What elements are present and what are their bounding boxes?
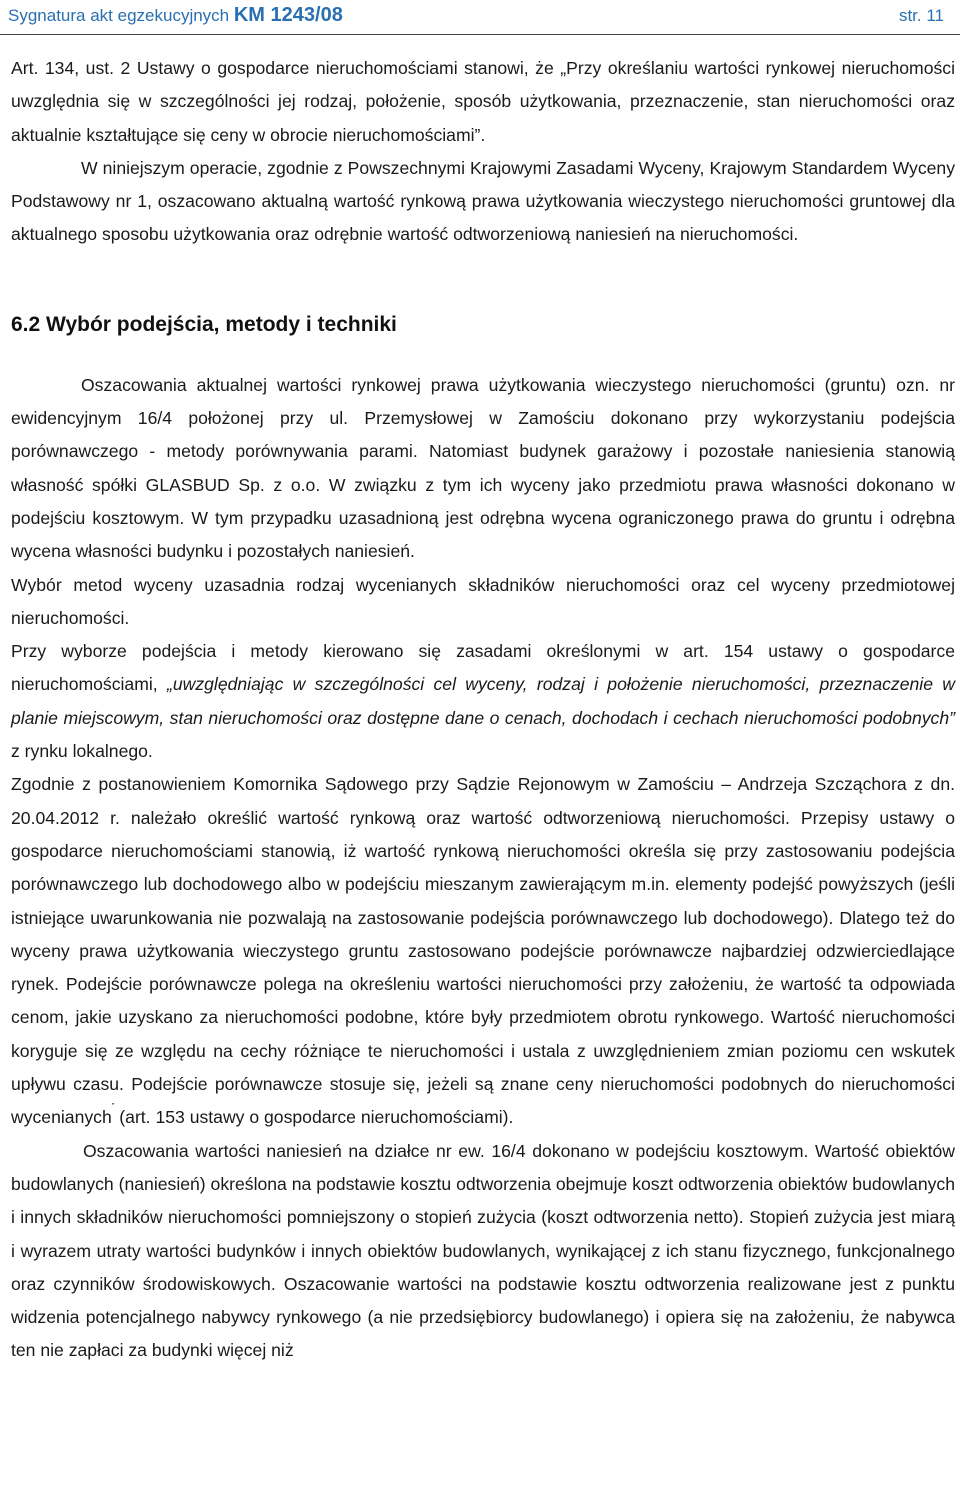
intro-paragraph-1: Art. 134, ust. 2 Ustawy o gospodarce nieruchomościami stanowi, że „Przy określaniu wartości rynkowej nieruchomości uwzględnia się w szczególności jej rodzaj, położenie, sposób użytkowania, przeznaczenie, stan nieruchomości oraz aktualnie kształtujące się ceny w obrocie nieruchomościami”. [11, 58, 955, 145]
p3-text-a: Przy wyborze podejścia i metody kierowano się zasadami określonymi w art. 154 ustawy o gospodarce nieruchomościami, [11, 641, 955, 695]
signature-number: KM 1243/08 [233, 4, 343, 26]
p4-quote-mark: ” [111, 1102, 115, 1112]
section-paragraph-4 [11, 768, 955, 1134]
section-paragraph-2: Wybór metod wyceny uzasadnia rodzaj wycenianych składników nieruchomości oraz cel wyceny przedmiotowej nieruchomości. [11, 574, 955, 628]
page-number: str. 11 [898, 6, 944, 25]
section-paragraph-3 [11, 635, 955, 768]
p3-text-b: z rynku lokalnego. [11, 741, 153, 762]
p3-quote: „uwzględniając w szczególności cel wyceny, rodzaj i położenie nieruchomości, przeznaczenie w planie miejscowym, stan nieruchomości oraz dostępne dane o cenach, dochodach i cechach nieruchomości podobnych” [11, 674, 955, 728]
case-signature [8, 4, 343, 27]
section-paragraph-5: Oszacowania wartości naniesień na działce nr ew. 16/4 dokonano w podejściu kosztowym. Wartość obiektów budowlanych (naniesień) określona na podstawie kosztu odtworzenia obejmuje koszt odtworzenia obiektów budowlanych i innych składników nieruchomości pomniejszony o stopień zużycia (koszt odtworzenia netto). Stopień zużycia jest miarą i wyrazem utraty wartości budynków i innych obiektów budowlanych, wynikającej z ich stanu fizycznego, funkcjonalnego oraz czynników środowiskowych. Oszacowanie wartości na podstawie kosztu odtworzenia realizowane jest z punktu widzenia potencjalnego nabywcy rynkowego (a nie przedsiębiorcy budowlanego) i opiera się na założeniu, że nabywca ten nie zapłaci za budynki więcej niż [11, 1140, 955, 1361]
intro-paragraph-2: W niniejszym operacie, zgodnie z Powszechnymi Krajowymi Zasadami Wyceny, Krajowym Standardem Wyceny Podstawowy nr 1, oszacowano aktualną wartość rynkową prawa użytkowania wieczystego nieruchomości gruntowej dla aktualnego sposobu użytkowania oraz odrębnie wartość odtworzeniową naniesień na nieruchomości. [11, 157, 955, 245]
signature-prefix: Sygnatura akt egzekucyjnych [8, 6, 234, 25]
p4-text-a: Zgodnie z postanowieniem Komornika Sądowego przy Sądzie Rejonowym w Zamościu – Andrzeja Szcząchora z dn. 20.04.2012 r. należało określić wartość rynkową oraz wartość odtworzeniową nieruchomości. Przepisy ustawy o gospodarce nieruchomościami stanowią, iż wartość rynkową nieruchomości określa się przy zastosowaniu podejścia porównawczego lub dochodowego albo w podejściu mieszanym zawierającym m.in. elementy podejść powyższych (jeśli istniejące uwarunkowania nie pozwalają na zastosowanie podejścia porównawczego lub dochodowego). Dlatego też do wyceny prawa użytkowania wieczystego gruntu zastosowano podejście porównawcze najbardziej odzwierciedlające rynek. Podejście porównawcze polega na określeniu wartości nieruchomości przy założeniu, że wartość ta odpowiada cenom, jakie uzyskano za nieruchomości podobne, które były przedmiotem obrotu rynkowego. Wartość nieruchomości koryguje się ze względu na cechy różniące te nieruchomości i ustala z uwzględnieniem zmian poziomu cen wskutek upływu czasu. Podejście porównawcze stosuje się, jeżeli są znane ceny nieruchomości podobnych do nieruchomości wycenianych [11, 774, 955, 1128]
section-paragraph-1: Oszacowania aktualnej wartości rynkowej prawa użytkowania wieczystego nieruchomości (gruntu) ozn. nr ewidencyjnym 16/4 położonej przy ul. Przemysłowej w Zamościu dokonano przy wykorzystaniu podejścia porównawczego - metody porównywania parami. Natomiast budynek garażowy i pozostałe naniesienia stanowią własność spółki GLASBUD Sp. z o.o. W związku z tym ich wyceny jako przedmiotu prawa własności dokonano w podejściu kosztowym. W tym przypadku uzasadnioną jest odrębna wycena ograniczonego prawa do gruntu i odrębna wycena własności budynku i pozostałych naniesień. [11, 374, 955, 562]
document-body [11, 52, 955, 1368]
section-heading: 6.2 Wybór podejścia, metody i techniki [11, 312, 397, 336]
page-header [0, 0, 960, 35]
p4-text-b: (art. 153 ustawy o gospodarce nieruchomościami). [114, 1107, 514, 1128]
